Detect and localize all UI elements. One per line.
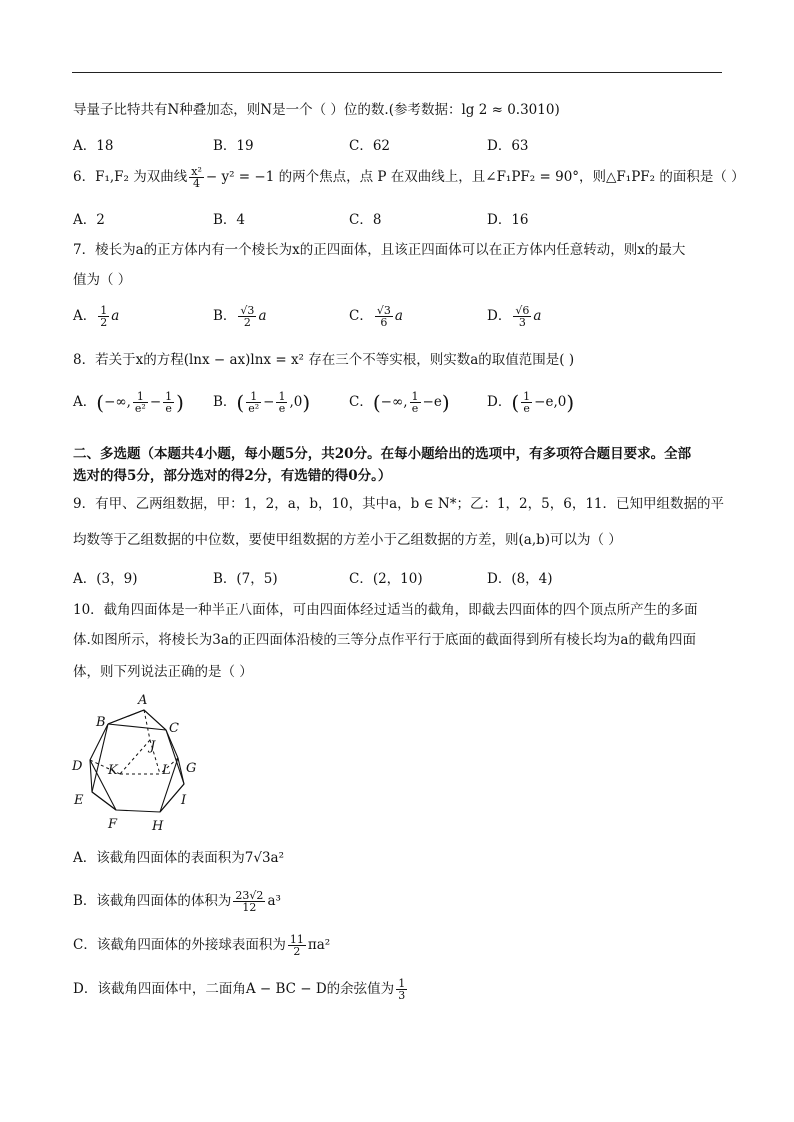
q6-pre: F₁,F₂ 为双曲线 xyxy=(95,169,188,185)
q5-option-b[interactable]: B．19 xyxy=(213,138,254,154)
vertex-label-a: A xyxy=(138,693,148,708)
section2-heading-line2: 选对的得5分，部分选对的得2分，有选错的得0分。） xyxy=(73,468,392,484)
q6-options xyxy=(73,208,723,230)
q9-options xyxy=(73,567,723,589)
vertex-label-f: F xyxy=(108,817,118,832)
vertex-label-e: E xyxy=(74,793,84,808)
q6-option-c[interactable]: C．8 xyxy=(349,212,382,228)
vertex-label-i: I xyxy=(181,793,187,808)
vertex-label-g: G xyxy=(186,761,197,776)
header-rule xyxy=(72,72,722,73)
vertex-label-k: K xyxy=(108,763,118,778)
vertex-label-b: B xyxy=(96,715,106,730)
q6-stem xyxy=(73,166,745,189)
q8-option-d[interactable]: D．( $\frac{1}{e}$ −e,0) xyxy=(487,390,575,415)
q10-option-d[interactable]: D．该截角四面体中，二面角A − BC − D的余弦值为 $\frac{1}{3}$ xyxy=(73,977,406,1002)
q10-option-c[interactable]: C．该截角四面体的外接球表面积为 $\frac{11}{2}$ πa² xyxy=(73,933,331,958)
q8-option-c[interactable]: C．(−∞, $\frac{1}{e}$ −e) xyxy=(349,390,450,415)
q7-line2: 值为（ ） xyxy=(73,272,132,288)
q7-line1: 7．棱长为a的正方体内有一个棱长为x的正四面体，且该正四面体可以在正方体内任意转动，则x的最大 xyxy=(73,242,686,258)
q9-line2: 均数等于乙组数据的中位数，要使甲组数据的方差小于乙组数据的方差，则(a,b)可以为（ ） xyxy=(73,532,622,548)
q5-options xyxy=(73,134,723,156)
q7-option-d[interactable]: D． $\frac{√6}{3}$ a xyxy=(487,304,542,329)
q10-option-a[interactable]: A．该截角四面体的表面积为7√3a² xyxy=(73,850,284,866)
q7-options xyxy=(73,304,723,336)
q5-tail-text: 导量子比特共有N种叠加态，则N是一个（ ）位的数.(参考数据：lg 2 ≈ 0.3010) xyxy=(73,102,560,118)
q6-frac-den: 4 xyxy=(193,177,201,190)
q6-option-a[interactable]: A．2 xyxy=(73,212,105,228)
vertex-label-c: C xyxy=(169,721,179,736)
q7-option-a[interactable]: A． $\frac{1}{2}$ a xyxy=(73,304,120,329)
vertex-label-h: H xyxy=(152,819,164,834)
q8-option-a[interactable]: A．(−∞, $\frac{1}{\text{e²}}$ − $\frac{1}{e}$ ) xyxy=(73,390,184,415)
q8-option-b[interactable]: B．( $\frac{1}{\text{e²}}$ − $\frac{1}{e}$ ,0) xyxy=(213,390,311,415)
q10-line1: 10．截角四面体是一种半正八面体，可由四面体经过适当的截角，即截去四面体的四个顶点所产生的多面 xyxy=(73,602,698,618)
q6-fraction xyxy=(189,166,204,189)
q5-option-a[interactable]: A．18 xyxy=(73,138,114,154)
vertex-label-l: L xyxy=(162,763,171,778)
q5-option-d[interactable]: D．63 xyxy=(487,138,529,154)
q5-option-c[interactable]: C．62 xyxy=(349,138,391,154)
q10-line3: 体，则下列说法正确的是（ ） xyxy=(73,664,253,680)
q7-option-c[interactable]: C． $\frac{√3}{6}$ a xyxy=(349,304,403,329)
q9-option-c[interactable]: C．(2，10) xyxy=(349,571,423,587)
q6-option-b[interactable]: B．4 xyxy=(213,212,246,228)
section2-heading-line1: 二、多选题（本题共4小题，每小题5分，共20分。在每小题给出的选项中，有多项符合题目要求。全部 xyxy=(73,446,692,462)
q9-line1: 9．有甲、乙两组数据，甲：1，2，a，b，10，其中a，b ∈ N*；乙：1，2，5，6，11．已知甲组数据的平 xyxy=(73,496,724,512)
q6-option-d[interactable]: D．16 xyxy=(487,212,529,228)
vertex-label-d: D xyxy=(72,759,83,774)
q6-frac-num: x² xyxy=(191,165,202,178)
vertex-label-j: J xyxy=(150,739,156,754)
q8-stem: 8．若关于x的方程(lnx − ax)lnx = x² 存在三个不等实根，则实数a的取值范围是( ) xyxy=(73,352,575,368)
q6-mid: − y² = −1 的两个焦点，点 P 在双曲线上，且∠F₁PF₂ = 90°，则△F₁PF₂ 的面积是（ ） xyxy=(205,169,745,185)
q10-option-b[interactable]: B．该截角四面体的体积为 $\frac{23√2}{12}$ a³ xyxy=(73,889,281,914)
q8-options xyxy=(73,390,723,424)
q10-line2: 体.如图所示，将棱长为3a的正四面体沿棱的三等分点作平行于底面的截面得到所有棱长均为a的截角四面 xyxy=(73,632,696,648)
q7-option-b[interactable]: B． $\frac{√3}{2}$ a xyxy=(213,304,267,329)
truncated-tetrahedron-figure xyxy=(66,688,216,838)
q6-number: 6． xyxy=(73,169,96,185)
q9-option-d[interactable]: D．(8，4) xyxy=(487,571,553,587)
q9-option-b[interactable]: B．(7，5) xyxy=(213,571,278,587)
q9-option-a[interactable]: A．(3，9) xyxy=(73,571,138,587)
